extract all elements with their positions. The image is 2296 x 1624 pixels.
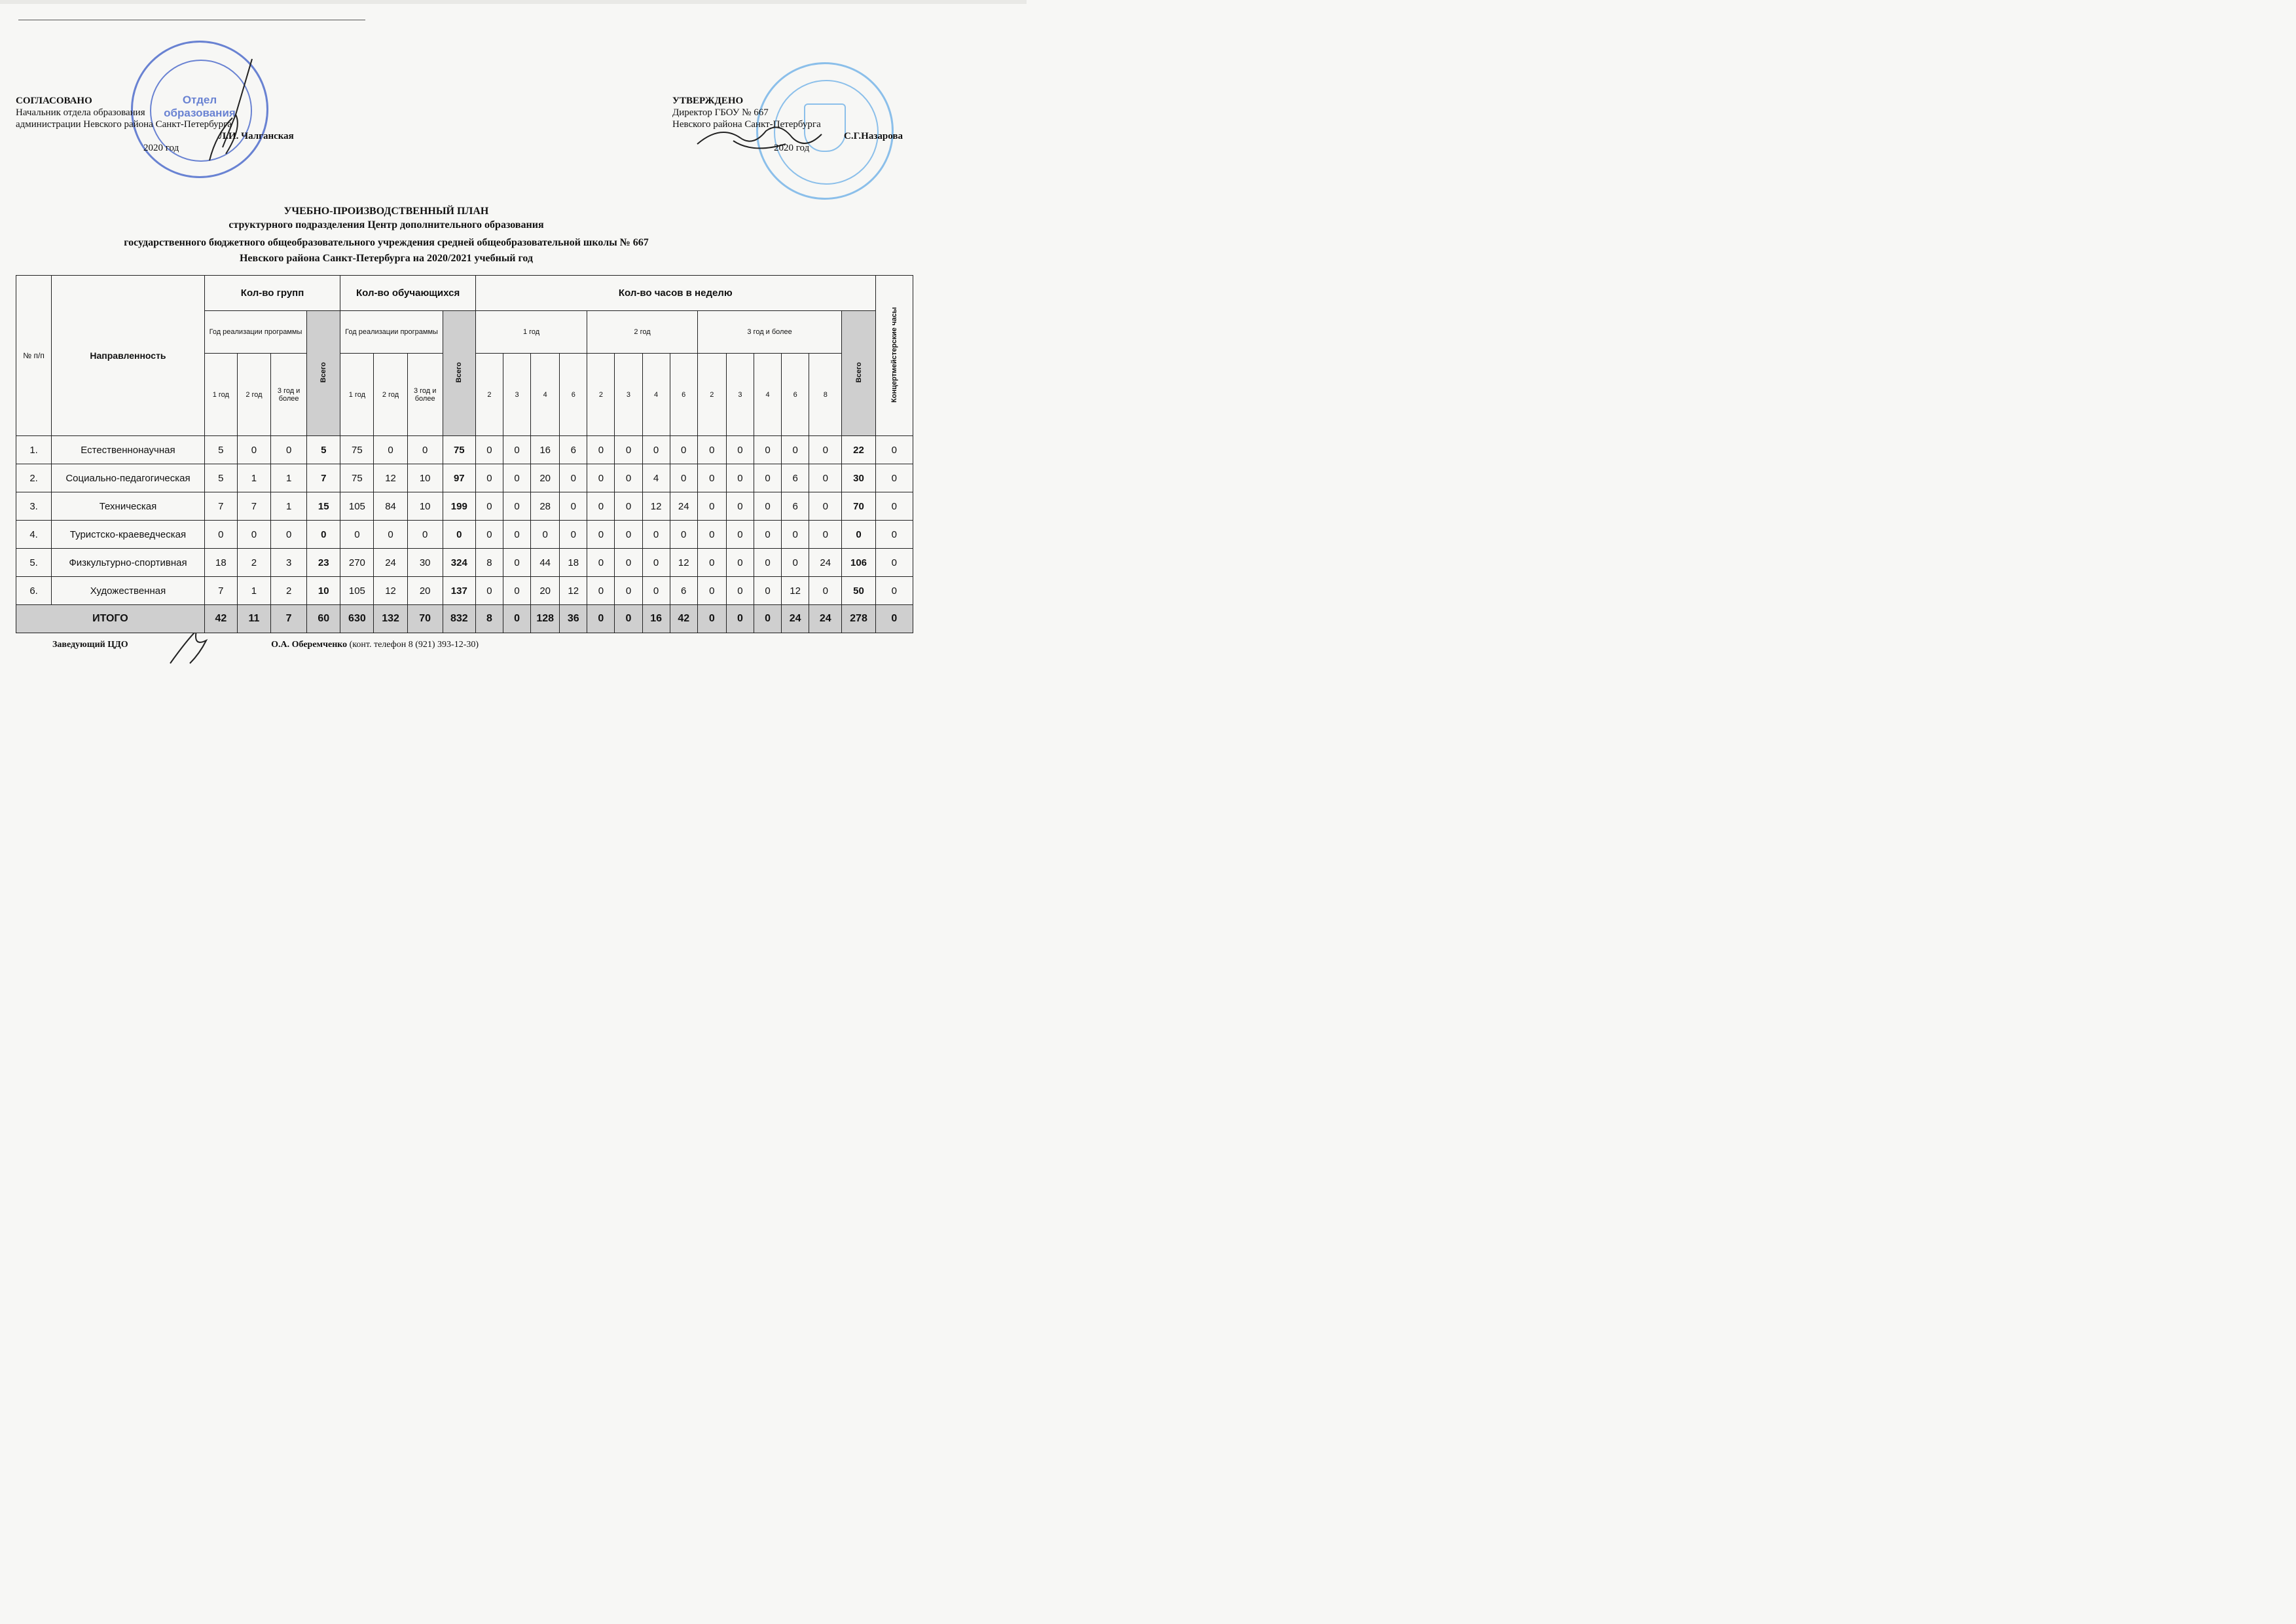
header-hours-total-label: Всего bbox=[854, 361, 863, 383]
hours-cell: 0 bbox=[697, 521, 726, 549]
students-cell: 0 bbox=[374, 521, 407, 549]
groups-cell: 0 bbox=[271, 521, 307, 549]
hours-cell: 0 bbox=[809, 492, 842, 521]
header-students-year-impl: Год реализации программы bbox=[340, 311, 443, 354]
hours-cell: 24 bbox=[670, 492, 697, 521]
groups-cell: 1 bbox=[271, 464, 307, 492]
students-cell: 199 bbox=[443, 492, 475, 521]
total-cell: 7 bbox=[271, 605, 307, 633]
stamp-text-line1: Отдел bbox=[182, 94, 217, 106]
table-row bbox=[16, 549, 913, 577]
hours-cell: 0 bbox=[754, 436, 781, 464]
table-row bbox=[16, 521, 913, 549]
total-cell: 42 bbox=[204, 605, 237, 633]
hours-cell: 0 bbox=[475, 577, 503, 605]
students-cell: 12 bbox=[374, 464, 407, 492]
students-cell: 10 bbox=[407, 464, 443, 492]
hours-cell: 0 bbox=[726, 464, 754, 492]
concert-cell: 0 bbox=[875, 549, 913, 577]
total-cell: 60 bbox=[307, 605, 340, 633]
header-concert bbox=[875, 276, 913, 436]
total-cell: 128 bbox=[531, 605, 560, 633]
total-cell: 36 bbox=[560, 605, 587, 633]
row-direction: Художественная bbox=[52, 577, 205, 605]
students-cell: 75 bbox=[443, 436, 475, 464]
approval-left-year: 2020 год bbox=[143, 143, 179, 153]
groups-cell: 2 bbox=[271, 577, 307, 605]
students-cell: 10 bbox=[407, 492, 443, 521]
approval-right-line2: Невского района Санкт-Петербурга bbox=[672, 119, 821, 130]
hours-cell: 6 bbox=[782, 464, 809, 492]
approval-left-line2: администрации Невского района Санкт-Петербурга bbox=[16, 119, 232, 130]
groups-cell: 1 bbox=[237, 577, 270, 605]
hours-cell: 0 bbox=[754, 577, 781, 605]
header-hours-col: 6 bbox=[560, 354, 587, 436]
row-number: 5. bbox=[16, 549, 52, 577]
header-row-1 bbox=[16, 276, 913, 311]
hours-cell: 28 bbox=[531, 492, 560, 521]
concert-cell: 0 bbox=[875, 521, 913, 549]
hours-total-cell: 70 bbox=[842, 492, 875, 521]
footer-role: Заведующий ЦДО bbox=[52, 640, 128, 650]
hours-cell: 8 bbox=[475, 549, 503, 577]
hours-cell: 0 bbox=[726, 521, 754, 549]
hours-cell: 0 bbox=[615, 549, 642, 577]
hours-cell: 0 bbox=[642, 521, 670, 549]
total-cell: 132 bbox=[374, 605, 407, 633]
header-groups-y2: 2 год bbox=[237, 354, 270, 436]
students-cell: 30 bbox=[407, 549, 443, 577]
document-subtitle-1: структурного подразделения Центр дополнительного образования bbox=[228, 219, 544, 231]
hours-cell: 0 bbox=[642, 577, 670, 605]
header-hours-col: 8 bbox=[809, 354, 842, 436]
hours-cell: 0 bbox=[782, 521, 809, 549]
row-number: 4. bbox=[16, 521, 52, 549]
header-students: Кол-во обучающихся bbox=[340, 276, 476, 311]
hours-cell: 0 bbox=[587, 577, 615, 605]
students-cell: 0 bbox=[407, 521, 443, 549]
row-number: 3. bbox=[16, 492, 52, 521]
hours-cell: 0 bbox=[726, 492, 754, 521]
header-students-y2: 2 год bbox=[374, 354, 407, 436]
hours-cell: 0 bbox=[587, 492, 615, 521]
hours-cell: 0 bbox=[754, 549, 781, 577]
row-direction: Туристско-краеведческая bbox=[52, 521, 205, 549]
approval-right-block bbox=[672, 95, 903, 154]
header-hours-year3: 3 год и более bbox=[697, 311, 842, 354]
header-students-total bbox=[443, 311, 475, 436]
approval-right-line1: Директор ГБОУ № 667 bbox=[672, 107, 769, 118]
hours-cell: 0 bbox=[531, 521, 560, 549]
hours-cell: 6 bbox=[670, 577, 697, 605]
hours-cell: 0 bbox=[475, 521, 503, 549]
header-hours-col: 4 bbox=[754, 354, 781, 436]
header-groups-total bbox=[307, 311, 340, 436]
students-cell: 75 bbox=[340, 464, 374, 492]
header-groups-y1: 1 год bbox=[204, 354, 237, 436]
hours-cell: 12 bbox=[670, 549, 697, 577]
header-groups-year-impl: Год реализации программы bbox=[204, 311, 306, 354]
header-hours-col: 3 bbox=[503, 354, 531, 436]
hours-cell: 0 bbox=[615, 492, 642, 521]
hours-cell: 0 bbox=[615, 464, 642, 492]
hours-cell: 0 bbox=[782, 436, 809, 464]
hours-cell: 0 bbox=[587, 464, 615, 492]
groups-cell: 5 bbox=[204, 464, 237, 492]
students-cell: 324 bbox=[443, 549, 475, 577]
hours-cell: 0 bbox=[615, 436, 642, 464]
hours-cell: 0 bbox=[754, 464, 781, 492]
students-cell: 105 bbox=[340, 492, 374, 521]
hours-cell: 0 bbox=[587, 521, 615, 549]
groups-cell: 7 bbox=[204, 577, 237, 605]
students-cell: 137 bbox=[443, 577, 475, 605]
scan-top-edge bbox=[0, 0, 1027, 4]
row-number: 2. bbox=[16, 464, 52, 492]
groups-cell: 18 bbox=[204, 549, 237, 577]
hours-cell: 0 bbox=[670, 464, 697, 492]
header-students-y3: 3 год и более bbox=[407, 354, 443, 436]
students-cell: 84 bbox=[374, 492, 407, 521]
hours-cell: 0 bbox=[670, 521, 697, 549]
header-hours-col: 2 bbox=[587, 354, 615, 436]
concert-cell: 0 bbox=[875, 492, 913, 521]
students-cell: 20 bbox=[407, 577, 443, 605]
header-hours-col: 4 bbox=[531, 354, 560, 436]
hours-cell: 24 bbox=[809, 549, 842, 577]
hours-cell: 0 bbox=[475, 464, 503, 492]
groups-cell: 5 bbox=[204, 436, 237, 464]
table-row bbox=[16, 492, 913, 521]
header-hours-col: 2 bbox=[697, 354, 726, 436]
hours-cell: 12 bbox=[782, 577, 809, 605]
students-cell: 12 bbox=[374, 577, 407, 605]
hours-cell: 0 bbox=[642, 436, 670, 464]
groups-cell: 0 bbox=[307, 521, 340, 549]
total-cell: 11 bbox=[237, 605, 270, 633]
hours-cell: 0 bbox=[615, 577, 642, 605]
hours-cell: 4 bbox=[642, 464, 670, 492]
students-cell: 0 bbox=[407, 436, 443, 464]
groups-cell: 15 bbox=[307, 492, 340, 521]
header-hours-col: 4 bbox=[642, 354, 670, 436]
total-cell: 0 bbox=[754, 605, 781, 633]
hours-cell: 6 bbox=[560, 436, 587, 464]
document-subtitle-2: государственного бюджетного общеобразовательного учреждения средней общеобразовательной школы № 667 bbox=[124, 237, 649, 248]
total-cell: 0 bbox=[697, 605, 726, 633]
header-hours-col: 2 bbox=[475, 354, 503, 436]
concert-cell: 0 bbox=[875, 464, 913, 492]
row-number: 1. bbox=[16, 436, 52, 464]
footer-name: О.А. Оберемченко bbox=[271, 640, 348, 650]
hours-cell: 0 bbox=[726, 577, 754, 605]
document-subtitle-3: Невского района Санкт-Петербурга на 2020/2021 учебный год bbox=[239, 253, 534, 264]
hours-cell: 0 bbox=[642, 549, 670, 577]
total-cell: 0 bbox=[875, 605, 913, 633]
total-cell: 832 bbox=[443, 605, 475, 633]
study-plan-table bbox=[16, 275, 913, 633]
concert-cell: 0 bbox=[875, 577, 913, 605]
total-cell: 0 bbox=[503, 605, 531, 633]
hours-cell: 0 bbox=[587, 549, 615, 577]
groups-cell: 0 bbox=[204, 521, 237, 549]
hours-cell: 0 bbox=[503, 521, 531, 549]
header-hours-year1: 1 год bbox=[475, 311, 587, 354]
header-direction: Направленность bbox=[52, 276, 205, 436]
total-cell: 0 bbox=[587, 605, 615, 633]
table-row bbox=[16, 436, 913, 464]
footer-contact: (конт. телефон 8 (921) 393-12-30) bbox=[349, 640, 479, 650]
header-hours: Кол-во часов в неделю bbox=[475, 276, 875, 311]
table-row bbox=[16, 464, 913, 492]
groups-cell: 2 bbox=[237, 549, 270, 577]
approval-right-heading: УТВЕРЖДЕНО bbox=[672, 96, 744, 106]
hours-cell: 0 bbox=[560, 521, 587, 549]
total-cell: 70 bbox=[407, 605, 443, 633]
hours-total-cell: 22 bbox=[842, 436, 875, 464]
document-title: УЧЕБНО-ПРОИЗВОДСТВЕННЫЙ ПЛАН bbox=[283, 206, 489, 217]
hours-cell: 0 bbox=[754, 521, 781, 549]
header-hours-col: 6 bbox=[782, 354, 809, 436]
row-direction: Физкультурно-спортивная bbox=[52, 549, 205, 577]
students-cell: 24 bbox=[374, 549, 407, 577]
total-cell: 42 bbox=[670, 605, 697, 633]
hours-cell: 44 bbox=[531, 549, 560, 577]
students-cell: 0 bbox=[374, 436, 407, 464]
hours-cell: 0 bbox=[615, 521, 642, 549]
hours-cell: 0 bbox=[754, 492, 781, 521]
total-cell: 0 bbox=[615, 605, 642, 633]
groups-cell: 0 bbox=[237, 436, 270, 464]
header-students-y1: 1 год bbox=[340, 354, 374, 436]
groups-cell: 7 bbox=[237, 492, 270, 521]
hours-cell: 0 bbox=[726, 436, 754, 464]
header-num: № п/п bbox=[16, 276, 52, 436]
hours-cell: 12 bbox=[642, 492, 670, 521]
hours-cell: 0 bbox=[809, 577, 842, 605]
hours-cell: 0 bbox=[503, 464, 531, 492]
row-number: 6. bbox=[16, 577, 52, 605]
header-students-total-label: Всего bbox=[455, 361, 464, 383]
hours-total-cell: 0 bbox=[842, 521, 875, 549]
table-row bbox=[16, 577, 913, 605]
hours-cell: 20 bbox=[531, 577, 560, 605]
students-cell: 270 bbox=[340, 549, 374, 577]
hours-cell: 0 bbox=[503, 577, 531, 605]
groups-cell: 3 bbox=[271, 549, 307, 577]
hours-cell: 0 bbox=[503, 492, 531, 521]
header-concert-label: Концертмейстерские часы bbox=[890, 306, 898, 403]
hours-cell: 0 bbox=[560, 492, 587, 521]
hours-cell: 0 bbox=[697, 549, 726, 577]
groups-cell: 1 bbox=[237, 464, 270, 492]
hours-total-cell: 50 bbox=[842, 577, 875, 605]
groups-cell: 23 bbox=[307, 549, 340, 577]
groups-cell: 10 bbox=[307, 577, 340, 605]
hours-cell: 0 bbox=[697, 577, 726, 605]
groups-cell: 1 bbox=[271, 492, 307, 521]
approval-right-year: 2020 год bbox=[774, 143, 810, 153]
total-cell: 24 bbox=[782, 605, 809, 633]
hours-cell: 18 bbox=[560, 549, 587, 577]
total-row bbox=[16, 605, 913, 633]
row-direction: Естественнонаучная bbox=[52, 436, 205, 464]
total-cell: 16 bbox=[642, 605, 670, 633]
approval-left-block bbox=[16, 95, 294, 154]
header-groups: Кол-во групп bbox=[204, 276, 340, 311]
hours-cell: 0 bbox=[503, 549, 531, 577]
hours-cell: 20 bbox=[531, 464, 560, 492]
table-body bbox=[16, 436, 913, 605]
header-hours-col: 6 bbox=[670, 354, 697, 436]
hours-cell: 0 bbox=[697, 464, 726, 492]
total-cell: 24 bbox=[809, 605, 842, 633]
hours-total-cell: 106 bbox=[842, 549, 875, 577]
hours-cell: 0 bbox=[560, 464, 587, 492]
approval-left-heading: СОГЛАСОВАНО bbox=[16, 96, 92, 106]
approval-left-line1: Начальник отдела образования bbox=[16, 107, 145, 118]
hours-cell: 12 bbox=[560, 577, 587, 605]
footer bbox=[52, 640, 479, 650]
approval-left-signatory: Л.И. Чалганская bbox=[219, 131, 294, 141]
students-cell: 97 bbox=[443, 464, 475, 492]
hours-cell: 0 bbox=[670, 436, 697, 464]
groups-cell: 5 bbox=[307, 436, 340, 464]
total-label: ИТОГО bbox=[16, 605, 205, 633]
hours-cell: 0 bbox=[726, 549, 754, 577]
total-cell: 278 bbox=[842, 605, 875, 633]
hours-total-cell: 30 bbox=[842, 464, 875, 492]
header-hours-col: 3 bbox=[615, 354, 642, 436]
hours-cell: 0 bbox=[782, 549, 809, 577]
concert-cell: 0 bbox=[875, 436, 913, 464]
hours-cell: 0 bbox=[809, 464, 842, 492]
header-groups-y3: 3 год и более bbox=[271, 354, 307, 436]
groups-cell: 7 bbox=[307, 464, 340, 492]
groups-cell: 7 bbox=[204, 492, 237, 521]
hours-cell: 0 bbox=[475, 492, 503, 521]
hours-cell: 0 bbox=[809, 436, 842, 464]
approval-right-signatory: С.Г.Назарова bbox=[844, 131, 903, 141]
hours-cell: 0 bbox=[697, 492, 726, 521]
hours-cell: 0 bbox=[809, 521, 842, 549]
hours-cell: 6 bbox=[782, 492, 809, 521]
header-hours-year2: 2 год bbox=[587, 311, 697, 354]
hours-cell: 0 bbox=[475, 436, 503, 464]
students-cell: 105 bbox=[340, 577, 374, 605]
header-hours-col: 3 bbox=[726, 354, 754, 436]
total-cell: 630 bbox=[340, 605, 374, 633]
students-cell: 75 bbox=[340, 436, 374, 464]
groups-cell: 0 bbox=[237, 521, 270, 549]
students-cell: 0 bbox=[443, 521, 475, 549]
header-groups-total-label: Всего bbox=[319, 361, 328, 383]
hours-cell: 16 bbox=[531, 436, 560, 464]
hours-cell: 0 bbox=[503, 436, 531, 464]
total-cell: 8 bbox=[475, 605, 503, 633]
stamp-text-line2: образования bbox=[164, 107, 236, 119]
students-cell: 0 bbox=[340, 521, 374, 549]
row-direction: Социально-педагогическая bbox=[52, 464, 205, 492]
header-hours-total bbox=[842, 311, 875, 436]
groups-cell: 0 bbox=[271, 436, 307, 464]
hours-cell: 0 bbox=[587, 436, 615, 464]
hours-cell: 0 bbox=[697, 436, 726, 464]
total-cell: 0 bbox=[726, 605, 754, 633]
row-direction: Техническая bbox=[52, 492, 205, 521]
